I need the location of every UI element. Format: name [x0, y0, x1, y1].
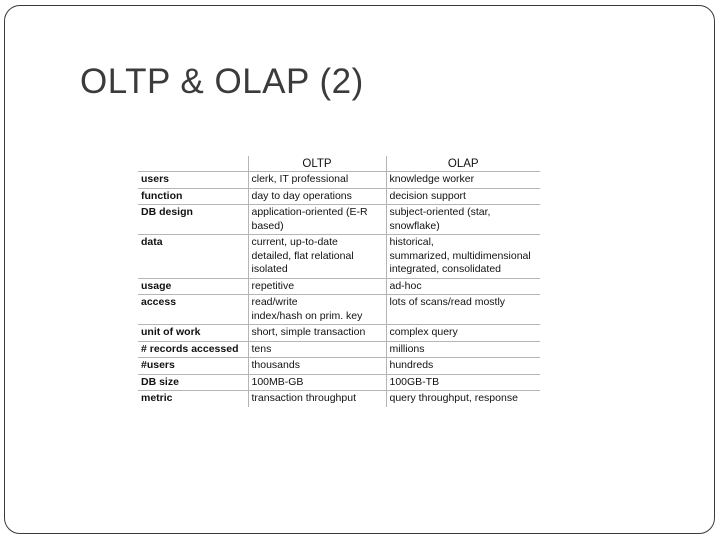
slide-title: OLTP & OLAP (2): [80, 62, 364, 101]
olap-cell: complex query: [386, 325, 540, 342]
row-label: function: [138, 188, 248, 205]
row-label: users: [138, 172, 248, 189]
table-row: [138, 235, 540, 279]
row-label: # records accessed: [138, 341, 248, 358]
oltp-cell: 100MB-GB: [248, 374, 386, 391]
row-label: #users: [138, 358, 248, 375]
table-row: [138, 391, 540, 407]
oltp-cell: short, simple transaction: [248, 325, 386, 342]
row-label: data: [138, 235, 248, 279]
table-row: [138, 374, 540, 391]
table-row: [138, 341, 540, 358]
olap-cell: ad-hoc: [386, 278, 540, 295]
oltp-cell: clerk, IT professional: [248, 172, 386, 189]
oltp-cell: day to day operations: [248, 188, 386, 205]
olap-cell: subject-oriented (star, snowflake): [386, 205, 540, 235]
table-row: [138, 188, 540, 205]
row-label: unit of work: [138, 325, 248, 342]
olap-cell: lots of scans/read mostly: [386, 295, 540, 325]
header-olap: OLAP: [386, 156, 540, 172]
table-row: [138, 205, 540, 235]
oltp-cell: repetitive: [248, 278, 386, 295]
olap-cell: decision support: [386, 188, 540, 205]
header-blank-cell: [138, 156, 248, 172]
oltp-cell: thousands: [248, 358, 386, 375]
olap-cell: 100GB-TB: [386, 374, 540, 391]
comparison-table: [138, 156, 540, 407]
table-row: [138, 295, 540, 325]
olap-cell: hundreds: [386, 358, 540, 375]
row-label: DB size: [138, 374, 248, 391]
oltp-cell: current, up-to-date detailed, flat relational isolated: [248, 235, 386, 279]
olap-cell: millions: [386, 341, 540, 358]
oltp-cell: application-oriented (E-R based): [248, 205, 386, 235]
table-header-row: [138, 156, 540, 172]
table-row: [138, 325, 540, 342]
row-label: metric: [138, 391, 248, 407]
olap-cell: knowledge worker: [386, 172, 540, 189]
olap-cell: historical, summarized, multidimensional integrated, consolidated: [386, 235, 540, 279]
oltp-cell: read/write index/hash on prim. key: [248, 295, 386, 325]
row-label: access: [138, 295, 248, 325]
oltp-cell: transaction throughput: [248, 391, 386, 407]
table-row: [138, 358, 540, 375]
olap-cell: query throughput, response: [386, 391, 540, 407]
row-label: DB design: [138, 205, 248, 235]
row-label: usage: [138, 278, 248, 295]
table-row: [138, 278, 540, 295]
header-oltp: OLTP: [248, 156, 386, 172]
oltp-cell: tens: [248, 341, 386, 358]
table-row: [138, 172, 540, 189]
